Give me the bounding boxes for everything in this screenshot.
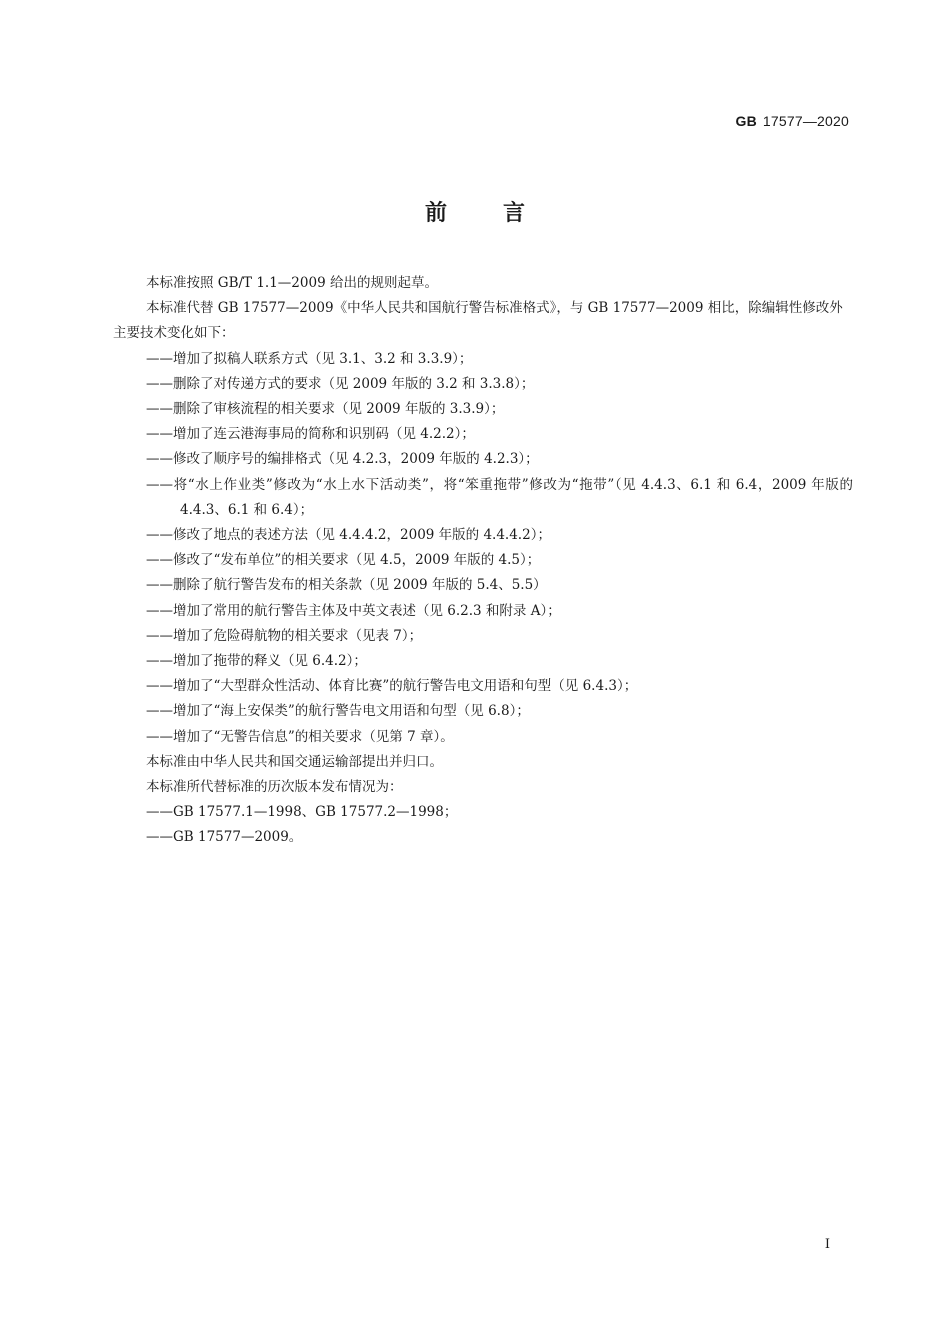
change-item: ——修改了地点的表述方法（见 4.4.4.2，2009 年版的 4.4.4.2）； bbox=[146, 527, 551, 544]
standard-code bbox=[736, 113, 849, 129]
drafting-rules-paragraph: 本标准按照 GB/T 1.1—2009 给出的规则起草。 bbox=[146, 275, 438, 291]
change-item: ——删除了对传递方式的要求（见 2009 年版的 3.2 和 3.3.8）； bbox=[146, 375, 535, 392]
standard-prefix: GB bbox=[735, 113, 757, 129]
change-item: ——删除了航行警告发布的相关条款（见 2009 年版的 5.4、5.5） bbox=[146, 577, 547, 594]
change-item: ——增加了常用的航行警告主体及中英文表述（见 6.2.3 和附录 A）； bbox=[146, 602, 561, 619]
change-item: ——增加了危险碍航物的相关要求（见表 7）； bbox=[146, 627, 423, 644]
history-paragraph: 本标准所代替标准的历次版本发布情况为： bbox=[146, 779, 403, 796]
change-item: ——增加了拟稿人联系方式（见 3.1、3.2 和 3.3.9）； bbox=[146, 350, 473, 367]
change-item: ——修改了顺序号的编排格式（见 4.2.3，2009 年版的 4.2.3）； bbox=[146, 451, 539, 468]
proposer-paragraph: 本标准由中华人民共和国交通运输部提出并归口。 bbox=[146, 753, 443, 770]
change-item: ——增加了连云港海事局的简称和识别码（见 4.2.2）； bbox=[146, 426, 475, 443]
change-item: ——增加了拖带的释义（见 6.4.2）； bbox=[146, 653, 367, 670]
change-item: ——将“水上作业类”修改为“水上水下活动类”，将“笨重拖带”修改为“拖带”（见 4.4.3、6.1 和 6.4，2009 年版的 4.4.3、6.1 和 6.4）； bbox=[146, 476, 853, 518]
change-item: ——增加了“无警告信息”的相关要求（见第 7 章）。 bbox=[146, 728, 454, 745]
change-item: ——增加了“海上安保类”的航行警告电文用语和句型（见 6.8）； bbox=[146, 703, 530, 720]
change-item: ——修改了“发布单位”的相关要求（见 4.5，2009 年版的 4.5）； bbox=[146, 552, 541, 569]
history-item: ——GB 17577—2009。 bbox=[146, 829, 303, 846]
page-number: I bbox=[824, 1237, 830, 1252]
page-title: 前言 bbox=[424, 201, 581, 226]
standard-number: 17577—2020 bbox=[762, 113, 849, 129]
replacement-paragraph: 本标准代替 GB 17577—2009《中华人民共和国航行警告标准格式》，与 GB 17577—2009 相比，除编辑性修改外主要技术变化如下： bbox=[113, 300, 843, 342]
change-item: ——删除了审核流程的相关要求（见 2009 年版的 3.3.9）； bbox=[146, 401, 505, 418]
foreword-body bbox=[113, 271, 853, 851]
change-item: ——增加了“大型群众性活动、体育比赛”的航行警告电文用语和句型（见 6.4.3）； bbox=[146, 678, 638, 695]
history-item: ——GB 17577.1—1998、GB 17577.2—1998； bbox=[146, 804, 458, 821]
